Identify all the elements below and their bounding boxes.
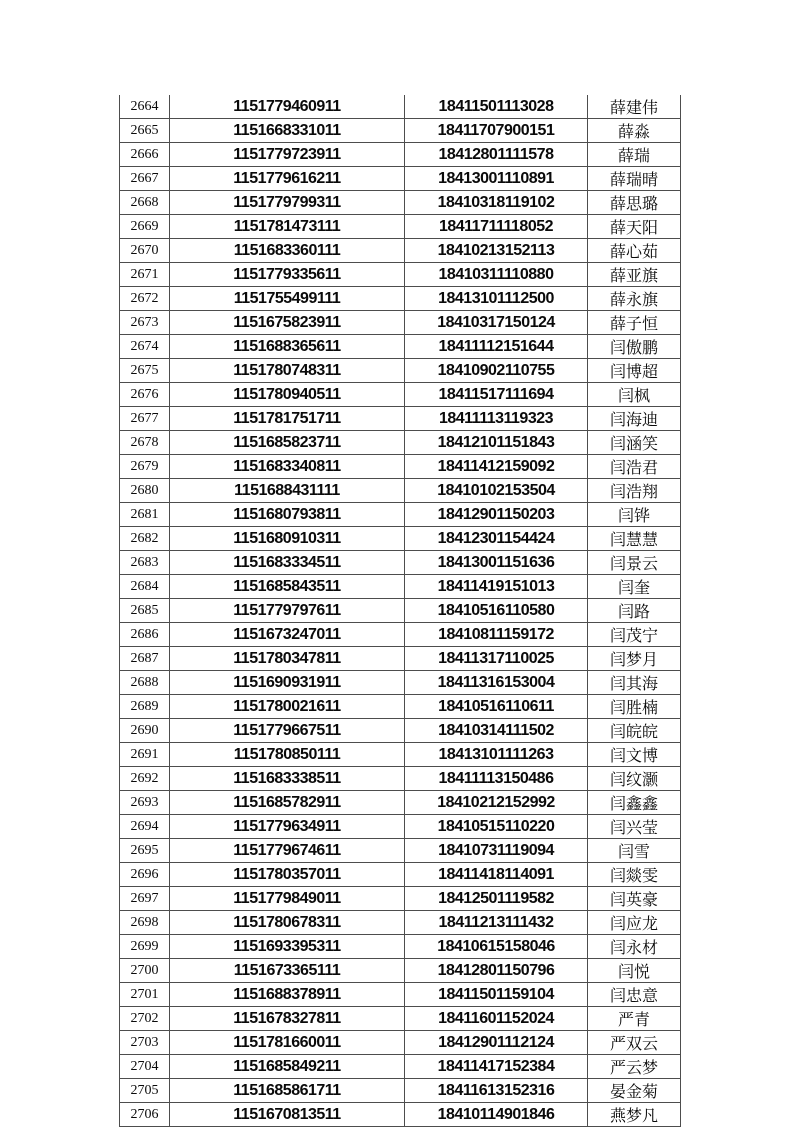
name-cell: 闫忠意 [588, 983, 681, 1007]
exam-number-cell: 18410731119094 [405, 839, 588, 863]
name-cell: 闫路 [588, 599, 681, 623]
exam-number-cell: 18411213111432 [405, 911, 588, 935]
name-cell: 闫枫 [588, 383, 681, 407]
serial-cell: 2669 [120, 215, 170, 239]
name-cell: 薛亚旗 [588, 263, 681, 287]
table-row [120, 527, 681, 551]
name-cell: 闫涵笑 [588, 431, 681, 455]
exam-number-cell: 18412801150796 [405, 959, 588, 983]
serial-cell: 2679 [120, 455, 170, 479]
serial-cell: 2698 [120, 911, 170, 935]
table-row [120, 239, 681, 263]
name-cell: 闫慧慧 [588, 527, 681, 551]
name-cell: 薛思璐 [588, 191, 681, 215]
registration-number-cell: 1151779723911 [170, 143, 405, 167]
serial-cell: 2687 [120, 647, 170, 671]
name-cell: 薛心茹 [588, 239, 681, 263]
name-cell: 燕梦凡 [588, 1103, 681, 1127]
exam-number-cell: 18411418114091 [405, 863, 588, 887]
registration-number-cell: 1151780748311 [170, 359, 405, 383]
table-row [120, 1079, 681, 1103]
name-cell: 闫茂宁 [588, 623, 681, 647]
name-cell: 严云梦 [588, 1055, 681, 1079]
table-row [120, 767, 681, 791]
name-cell: 闫海迪 [588, 407, 681, 431]
table-row [120, 815, 681, 839]
registration-number-cell: 1151781473111 [170, 215, 405, 239]
exam-number-cell: 18410516110611 [405, 695, 588, 719]
exam-number-cell: 18411316153004 [405, 671, 588, 695]
exam-number-cell: 18412801111578 [405, 143, 588, 167]
exam-number-cell: 18411501113028 [405, 95, 588, 119]
exam-number-cell: 18411707900151 [405, 119, 588, 143]
name-cell: 闫景云 [588, 551, 681, 575]
exam-number-cell: 18411419151013 [405, 575, 588, 599]
name-cell: 薛子恒 [588, 311, 681, 335]
exam-number-cell: 18410213152113 [405, 239, 588, 263]
registration-number-cell: 1151675823911 [170, 311, 405, 335]
exam-number-cell: 18412501119582 [405, 887, 588, 911]
exam-number-cell: 18413101111263 [405, 743, 588, 767]
exam-number-cell: 18413101112500 [405, 287, 588, 311]
table-row [120, 407, 681, 431]
registration-number-cell: 1151690931911 [170, 671, 405, 695]
registration-number-cell: 1151685823711 [170, 431, 405, 455]
exam-number-cell: 18411517111694 [405, 383, 588, 407]
serial-cell: 2665 [120, 119, 170, 143]
table-row [120, 1007, 681, 1031]
registration-number-cell: 1151683340811 [170, 455, 405, 479]
table-row [120, 287, 681, 311]
table-row [120, 167, 681, 191]
exam-number-cell: 18410318119102 [405, 191, 588, 215]
serial-cell: 2677 [120, 407, 170, 431]
name-cell: 薛天阳 [588, 215, 681, 239]
serial-cell: 2694 [120, 815, 170, 839]
registration-number-cell: 1151685849211 [170, 1055, 405, 1079]
table-row [120, 623, 681, 647]
registration-number-cell: 1151683338511 [170, 767, 405, 791]
exam-number-cell: 18411601152024 [405, 1007, 588, 1031]
serial-cell: 2706 [120, 1103, 170, 1127]
name-cell: 闫皖皖 [588, 719, 681, 743]
name-cell: 严青 [588, 1007, 681, 1031]
table-row [120, 695, 681, 719]
exam-number-cell: 18411417152384 [405, 1055, 588, 1079]
table-row [120, 191, 681, 215]
table-row [120, 431, 681, 455]
registration-number-cell: 1151755499111 [170, 287, 405, 311]
exam-number-cell: 18411613152316 [405, 1079, 588, 1103]
exam-number-cell: 18411412159092 [405, 455, 588, 479]
serial-cell: 2673 [120, 311, 170, 335]
serial-cell: 2696 [120, 863, 170, 887]
table-row [120, 959, 681, 983]
registration-number-cell: 1151683360111 [170, 239, 405, 263]
name-cell: 薛淼 [588, 119, 681, 143]
registration-number-cell: 1151780021611 [170, 695, 405, 719]
name-cell: 闫浩君 [588, 455, 681, 479]
registration-number-cell: 1151779634911 [170, 815, 405, 839]
table-row [120, 671, 681, 695]
name-cell: 闫浩翔 [588, 479, 681, 503]
registration-number-cell: 1151685861711 [170, 1079, 405, 1103]
serial-cell: 2664 [120, 95, 170, 119]
exam-number-cell: 18410615158046 [405, 935, 588, 959]
serial-cell: 2701 [120, 983, 170, 1007]
registration-number-cell: 1151779797611 [170, 599, 405, 623]
exam-number-cell: 18410314111502 [405, 719, 588, 743]
exam-number-cell: 18412901112124 [405, 1031, 588, 1055]
registration-number-cell: 1151670813511 [170, 1103, 405, 1127]
registration-number-cell: 1151781751711 [170, 407, 405, 431]
table-body [120, 95, 681, 1127]
name-cell: 闫兴莹 [588, 815, 681, 839]
name-cell: 闫傲鹏 [588, 335, 681, 359]
name-cell: 闫奎 [588, 575, 681, 599]
name-cell: 闫纹灏 [588, 767, 681, 791]
name-cell: 薛瑞 [588, 143, 681, 167]
registration-number-cell: 1151693395311 [170, 935, 405, 959]
table-row [120, 839, 681, 863]
registration-number-cell: 1151688365611 [170, 335, 405, 359]
name-cell: 闫其海 [588, 671, 681, 695]
exam-number-cell: 18411317110025 [405, 647, 588, 671]
serial-cell: 2684 [120, 575, 170, 599]
serial-cell: 2688 [120, 671, 170, 695]
table-row [120, 95, 681, 119]
serial-cell: 2697 [120, 887, 170, 911]
table-row [120, 887, 681, 911]
registration-number-cell: 1151780850111 [170, 743, 405, 767]
serial-cell: 2705 [120, 1079, 170, 1103]
serial-cell: 2670 [120, 239, 170, 263]
serial-cell: 2700 [120, 959, 170, 983]
table-row [120, 311, 681, 335]
exam-number-cell: 18413001110891 [405, 167, 588, 191]
name-cell: 闫应龙 [588, 911, 681, 935]
serial-cell: 2675 [120, 359, 170, 383]
table-row [120, 551, 681, 575]
table-row [120, 1055, 681, 1079]
serial-cell: 2685 [120, 599, 170, 623]
registration-number-cell: 1151680910311 [170, 527, 405, 551]
registration-number-cell: 1151683334511 [170, 551, 405, 575]
serial-cell: 2695 [120, 839, 170, 863]
registration-number-cell: 1151680793811 [170, 503, 405, 527]
table-row [120, 911, 681, 935]
table-row [120, 935, 681, 959]
registration-number-cell: 1151779335611 [170, 263, 405, 287]
name-cell: 晏金菊 [588, 1079, 681, 1103]
name-cell: 闫博超 [588, 359, 681, 383]
table-row [120, 503, 681, 527]
serial-cell: 2699 [120, 935, 170, 959]
name-cell: 严双云 [588, 1031, 681, 1055]
name-cell: 闫英豪 [588, 887, 681, 911]
exam-number-cell: 18411501159104 [405, 983, 588, 1007]
name-cell: 闫铧 [588, 503, 681, 527]
exam-number-cell: 18412901150203 [405, 503, 588, 527]
serial-cell: 2703 [120, 1031, 170, 1055]
registration-number-cell: 1151779616211 [170, 167, 405, 191]
serial-cell: 2674 [120, 335, 170, 359]
name-cell: 闫梦月 [588, 647, 681, 671]
name-cell: 闫胜楠 [588, 695, 681, 719]
table-row [120, 1031, 681, 1055]
registration-number-cell: 1151779674611 [170, 839, 405, 863]
exam-number-cell: 18410114901846 [405, 1103, 588, 1127]
roster-table [119, 95, 681, 1127]
name-cell: 闫悦 [588, 959, 681, 983]
table-row [120, 383, 681, 407]
registration-number-cell: 1151685782911 [170, 791, 405, 815]
name-cell: 薛建伟 [588, 95, 681, 119]
serial-cell: 2692 [120, 767, 170, 791]
serial-cell: 2691 [120, 743, 170, 767]
exam-number-cell: 18410515110220 [405, 815, 588, 839]
exam-number-cell: 18412301154424 [405, 527, 588, 551]
exam-number-cell: 18410212152992 [405, 791, 588, 815]
table-row [120, 791, 681, 815]
registration-number-cell: 1151678327811 [170, 1007, 405, 1031]
serial-cell: 2702 [120, 1007, 170, 1031]
table-row [120, 647, 681, 671]
table-row [120, 359, 681, 383]
serial-cell: 2676 [120, 383, 170, 407]
name-cell: 薛瑞晴 [588, 167, 681, 191]
serial-cell: 2689 [120, 695, 170, 719]
serial-cell: 2668 [120, 191, 170, 215]
table-row [120, 1103, 681, 1127]
exam-number-cell: 18411112151644 [405, 335, 588, 359]
serial-cell: 2682 [120, 527, 170, 551]
registration-number-cell: 1151781660011 [170, 1031, 405, 1055]
exam-number-cell: 18410811159172 [405, 623, 588, 647]
serial-cell: 2690 [120, 719, 170, 743]
table-row [120, 983, 681, 1007]
serial-cell: 2666 [120, 143, 170, 167]
serial-cell: 2678 [120, 431, 170, 455]
registration-number-cell: 1151780357011 [170, 863, 405, 887]
serial-cell: 2671 [120, 263, 170, 287]
registration-number-cell: 1151685843511 [170, 575, 405, 599]
table-row [120, 335, 681, 359]
registration-number-cell: 1151688431111 [170, 479, 405, 503]
table-row [120, 215, 681, 239]
table-row [120, 455, 681, 479]
serial-cell: 2683 [120, 551, 170, 575]
name-cell: 闫燚雯 [588, 863, 681, 887]
registration-number-cell: 1151668331011 [170, 119, 405, 143]
serial-cell: 2672 [120, 287, 170, 311]
exam-number-cell: 18410902110755 [405, 359, 588, 383]
table-row [120, 263, 681, 287]
registration-number-cell: 1151780347811 [170, 647, 405, 671]
exam-number-cell: 18410311110880 [405, 263, 588, 287]
exam-number-cell: 18410102153504 [405, 479, 588, 503]
serial-cell: 2704 [120, 1055, 170, 1079]
serial-cell: 2667 [120, 167, 170, 191]
exam-number-cell: 18411711118052 [405, 215, 588, 239]
registration-number-cell: 1151780678311 [170, 911, 405, 935]
serial-cell: 2681 [120, 503, 170, 527]
table-row [120, 863, 681, 887]
exam-number-cell: 18411113119323 [405, 407, 588, 431]
registration-number-cell: 1151779460911 [170, 95, 405, 119]
name-cell: 闫雪 [588, 839, 681, 863]
exam-number-cell: 18410516110580 [405, 599, 588, 623]
table-row [120, 743, 681, 767]
name-cell: 闫鑫鑫 [588, 791, 681, 815]
registration-number-cell: 1151780940511 [170, 383, 405, 407]
name-cell: 闫永材 [588, 935, 681, 959]
registration-number-cell: 1151779667511 [170, 719, 405, 743]
table-row [120, 143, 681, 167]
serial-cell: 2693 [120, 791, 170, 815]
registration-number-cell: 1151779849011 [170, 887, 405, 911]
registration-number-cell: 1151673247011 [170, 623, 405, 647]
registration-number-cell: 1151673365111 [170, 959, 405, 983]
registration-number-cell: 1151688378911 [170, 983, 405, 1007]
serial-cell: 2680 [120, 479, 170, 503]
serial-cell: 2686 [120, 623, 170, 647]
name-cell: 闫文博 [588, 743, 681, 767]
exam-number-cell: 18413001151636 [405, 551, 588, 575]
exam-number-cell: 18410317150124 [405, 311, 588, 335]
table-row [120, 479, 681, 503]
registration-number-cell: 1151779799311 [170, 191, 405, 215]
name-cell: 薛永旗 [588, 287, 681, 311]
table-row [120, 119, 681, 143]
exam-number-cell: 18411113150486 [405, 767, 588, 791]
exam-number-cell: 18412101151843 [405, 431, 588, 455]
table-row [120, 599, 681, 623]
table-row [120, 719, 681, 743]
table-row [120, 575, 681, 599]
